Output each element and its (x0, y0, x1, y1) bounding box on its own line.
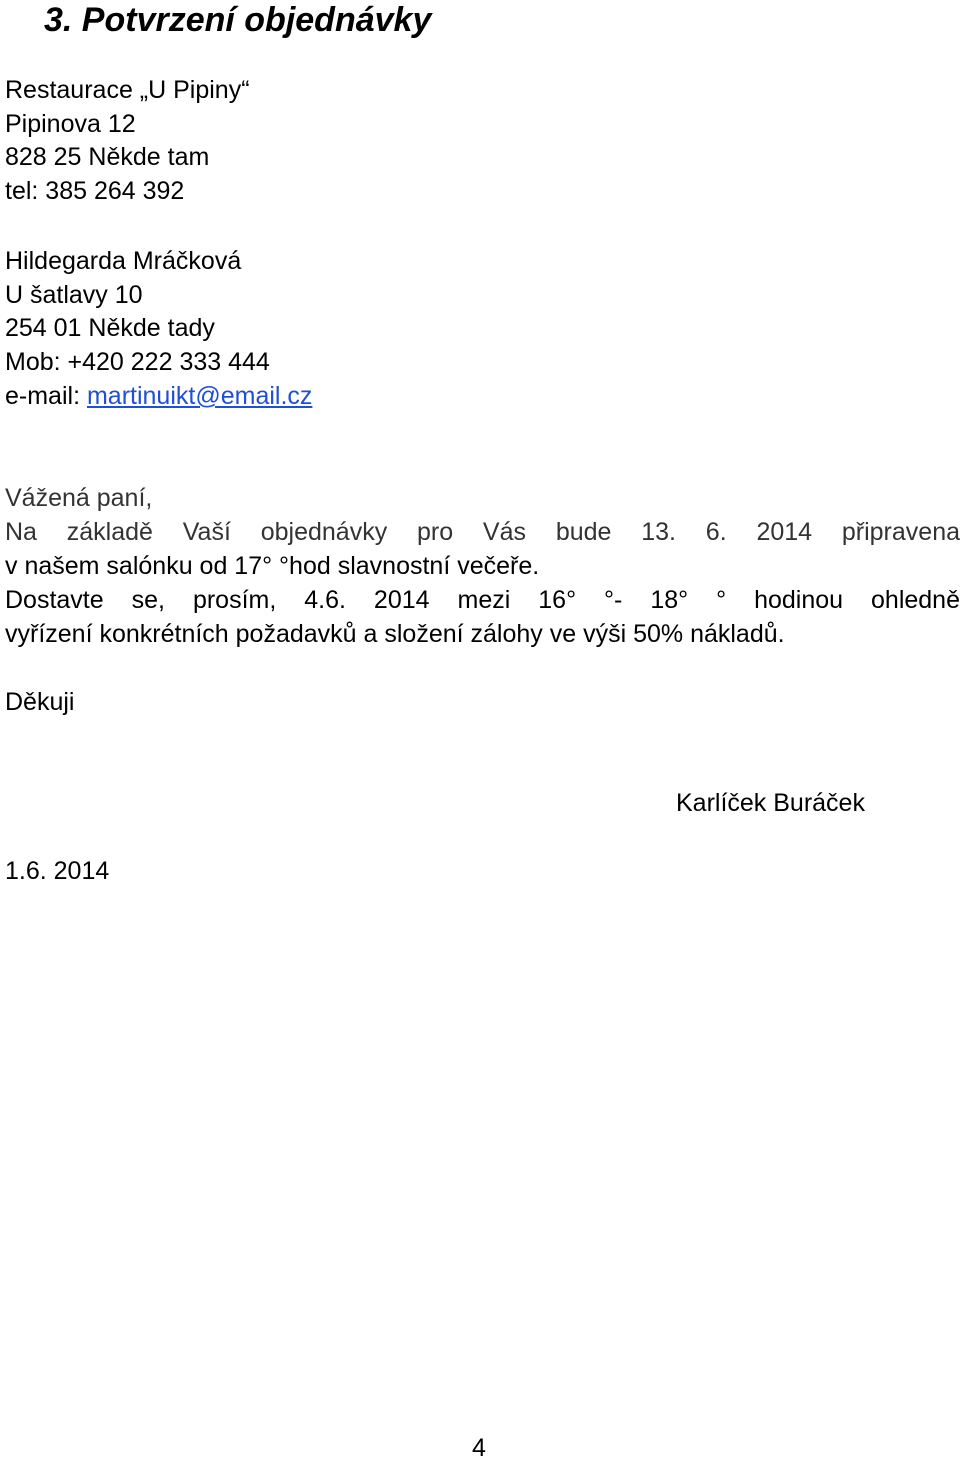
recipient-email-line (5, 381, 312, 411)
letter-body-line: v našem salónku od 17° °hod slavnostní večeře. (5, 552, 540, 580)
recipient-mobile: Mob: +420 222 333 444 (5, 348, 270, 376)
page-title: 3. Potvrzení objednávky (44, 1, 432, 39)
recipient-city: 254 01 Někde tady (5, 314, 215, 342)
email-link[interactable]: martinuikt@email.cz (86, 382, 313, 410)
letter-body-text: Na základě Vaší objednávky pro Vás bude 13. 6. 2014 připravena (5, 518, 960, 546)
closing: Děkuji (5, 688, 75, 716)
letter-date: 1.6. 2014 (5, 857, 110, 885)
sender-name: Restaurace „U Pipiny“ (5, 76, 250, 104)
signature: Karlíček Buráček (676, 789, 865, 817)
sender-street: Pipinova 12 (5, 110, 136, 138)
letter-body-line (5, 517, 960, 547)
page-number: 4 (472, 1434, 486, 1462)
recipient-street: U šatlavy 10 (5, 281, 143, 309)
email-label: e-mail: (5, 382, 87, 410)
sender-phone: tel: 385 264 392 (5, 177, 185, 205)
letter-body-line: vyřízení konkrétních požadavků a složení zálohy ve výši 50% nákladů. (5, 620, 785, 648)
recipient-name: Hildegarda Mráčková (5, 247, 242, 275)
sender-city: 828 25 Někde tam (5, 143, 210, 171)
letter-body-line (5, 585, 960, 615)
salutation: Vážená paní, (5, 484, 153, 512)
letter-body-text: Dostavte se, prosím, 4.6. 2014 mezi 16° °- 18° ° hodinou ohledně (5, 586, 960, 614)
